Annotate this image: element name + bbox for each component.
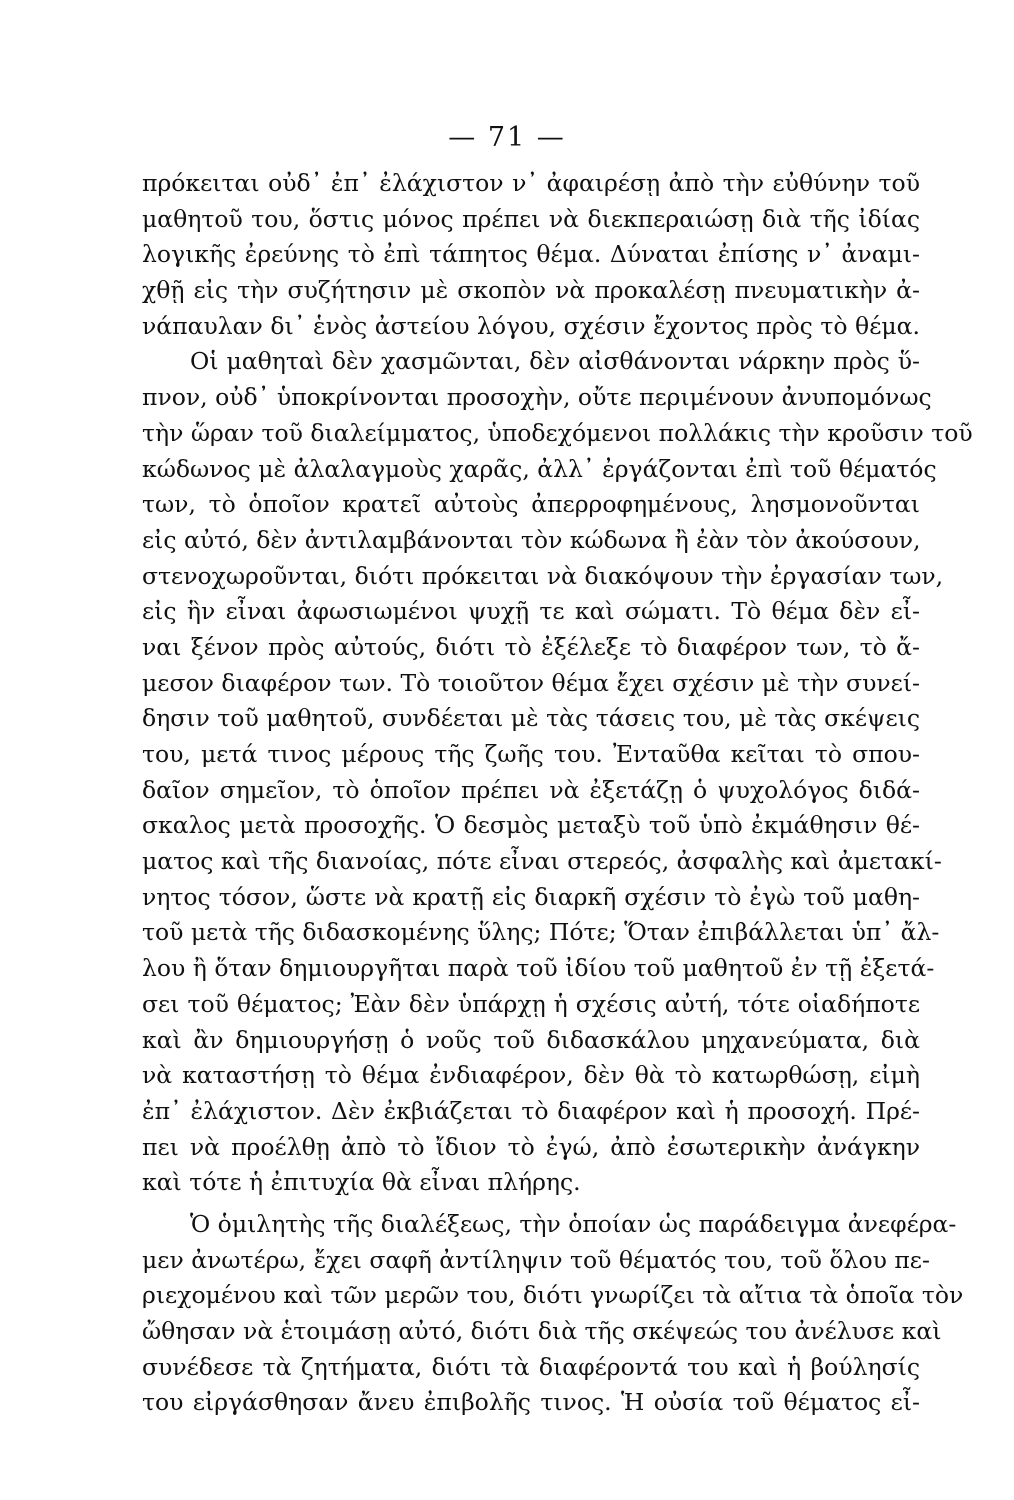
text-line: πνον, οὐδ᾽ ὑποκρίνονται προσοχὴν, οὔτε περιμένουν ἀνυπομόνως <box>142 383 932 412</box>
text-line: Οἱ μαθηταὶ δὲν χασμῶνται, δὲν αἰσθάνονται νάρκην πρὸς ὕ- <box>190 347 920 376</box>
text-line: μεν ἀνωτέρω, ἔχει σαφῆ ἀντίληψιν τοῦ θέματός του, τοῦ ὅλου πε- <box>142 1245 930 1274</box>
text-line: ὤθησαν νὰ ἑτοιμάσῃ αὐτό, διότι διὰ τῆς σκέψεώς του ἀνέλυσε καὶ <box>142 1317 942 1345</box>
text-line: κώδωνος μὲ ἀλαλαγμοὺς χαρᾶς, ἀλλ᾽ ἐργάζονται ἐπὶ τοῦ θέματός <box>142 454 937 483</box>
text-line: δαῖον σημεῖον, τὸ ὁποῖον πρέπει νὰ ἐξετάζῃ ὁ ψυχολόγος διδά- <box>142 775 920 804</box>
text-line: ματος καὶ τῆς διανοίας, πότε εἶναι στερεός, ἀσφαλὴς καὶ ἀμετακί- <box>142 847 942 876</box>
text-line: νάπαυλαν δι᾽ ἑνὸς ἀστείου λόγου, σχέσιν ἔχοντος πρὸς τὸ θέμα. <box>142 311 920 340</box>
text-line: πρόκειται οὐδ᾽ ἐπ᾽ ἐλάχιστον ν᾽ ἀφαιρέσῃ ἀπὸ τὴν εὐθύνην τοῦ <box>142 169 920 197</box>
text-line: εἰς αὐτό, δὲν ἀντιλαμβάνονται τὸν κώδωνα ἢ ἐὰν τὸν ἀκούσουν, <box>142 525 921 554</box>
text-line: δησιν τοῦ μαθητοῦ, συνδέεται μὲ τὰς τάσεις του, μὲ τὰς σκέψεις <box>142 704 920 733</box>
page-number: — 71 — <box>448 122 566 153</box>
text-line: εἰς ἣν εἶναι ἀφωσιωμένοι ψυχῇ τε καὶ σώματι. Τὸ θέμα δὲν εἶ- <box>142 597 920 626</box>
text-line: στενοχωροῦνται, διότι πρόκειται νὰ διακόψουν τὴν ἐργασίαν των, <box>142 561 944 590</box>
text-line: καὶ τότε ἡ ἐπιτυχία θὰ εἶναι πλήρης. <box>142 1168 581 1197</box>
paragraph-2 <box>142 344 973 1201</box>
paragraph-3 <box>142 1207 964 1421</box>
text-line: τοῦ μετὰ τῆς διδασκομένης ὕλης; Πότε; Ὅταν ἐπιβάλλεται ὑπ᾽ ἄλ- <box>142 918 940 947</box>
text-line: λογικῆς ἐρεύνης τὸ ἐπὶ τάπητος θέμα. Δύναται ἐπίσης ν᾽ ἀναμι- <box>142 240 920 269</box>
text-line: μαθητοῦ του, ὅστις μόνος πρέπει νὰ διεκπεραιώσῃ διὰ τῆς ἰδίας <box>142 204 920 233</box>
text-line: του εἰργάσθησαν ἄνευ ἐπιβολῆς τινος. Ἡ οὐσία τοῦ θέματος εἶ- <box>142 1388 920 1417</box>
paragraph-1 <box>142 166 920 344</box>
text-line: ριεχομένου καὶ τῶν μερῶν του, διότι γνωρίζει τὰ αἴτια τὰ ὁποῖα τὸν <box>142 1281 964 1310</box>
body-text <box>142 166 973 1421</box>
text-line: των, τὸ ὁποῖον κρατεῖ αὐτοὺς ἀπερροφημένους, λησμονοῦνται <box>142 490 920 519</box>
text-line: πει νὰ προέλθῃ ἀπὸ τὸ ἴδιον τὸ ἐγώ, ἀπὸ ἐσωτερικὴν ἀνάγκην <box>142 1132 920 1161</box>
text-line: νὰ καταστήσῃ τὸ θέμα ἐνδιαφέρον, δὲν θὰ τὸ κατωρθώσῃ, εἰμὴ <box>142 1061 920 1090</box>
text-line: μεσον διαφέρον των. Τὸ τοιοῦτον θέμα ἔχει σχέσιν μὲ τὴν συνεί- <box>142 668 920 697</box>
text-line: ἐπ᾽ ἐλάχιστον. Δὲν ἐκβιάζεται τὸ διαφέρον καὶ ἡ προσοχή. Πρέ- <box>142 1096 920 1125</box>
text-line: τὴν ὥραν τοῦ διαλείμματος, ὑποδεχόμενοι πολλάκις τὴν κροῦσιν τοῦ <box>142 418 973 447</box>
text-line: λου ἢ ὅταν δημιουργῆται παρὰ τοῦ ἰδίου τοῦ μαθητοῦ ἐν τῇ ἐξετά- <box>142 954 935 983</box>
text-line: του, μετά τινος μέρους τῆς ζωῆς του. Ἐνταῦθα κεῖται τὸ σπου- <box>142 740 920 768</box>
text-line: χθῇ εἰς τὴν συζήτησιν μὲ σκοπὸν νὰ προκαλέσῃ πνευματικὴν ἀ- <box>142 276 920 305</box>
text-line: σει τοῦ θέματος; Ἐὰν δὲν ὑπάρχῃ ἡ σχέσις αὐτή, τότε οἱαδήποτε <box>142 989 920 1018</box>
text-line: σκαλος μετὰ προσοχῆς. Ὁ δεσμὸς μεταξὺ τοῦ ὑπὸ ἐκμάθησιν θέ- <box>142 811 920 840</box>
text-line: νητος τόσον, ὥστε νὰ κρατῇ εἰς διαρκῆ σχέσιν τὸ ἐγὼ τοῦ μαθη- <box>142 882 920 911</box>
text-line: καὶ ἂν δημιουργήσῃ ὁ νοῦς τοῦ διδασκάλου μηχανεύματα, διὰ <box>142 1025 920 1054</box>
text-line: ναι ξένον πρὸς αὐτούς, διότι τὸ ἐξέλεξε τὸ διαφέρον των, τὸ ἄ- <box>142 632 920 661</box>
text-line: συνέδεσε τὰ ζητήματα, διότι τὰ διαφέροντά του καὶ ἡ βούλησίς <box>142 1352 920 1381</box>
text-line: Ὁ ὁμιλητὴς τῆς διαλέξεως, τὴν ὁποίαν ὡς παράδειγμα ἀνεφέρα- <box>190 1209 957 1238</box>
